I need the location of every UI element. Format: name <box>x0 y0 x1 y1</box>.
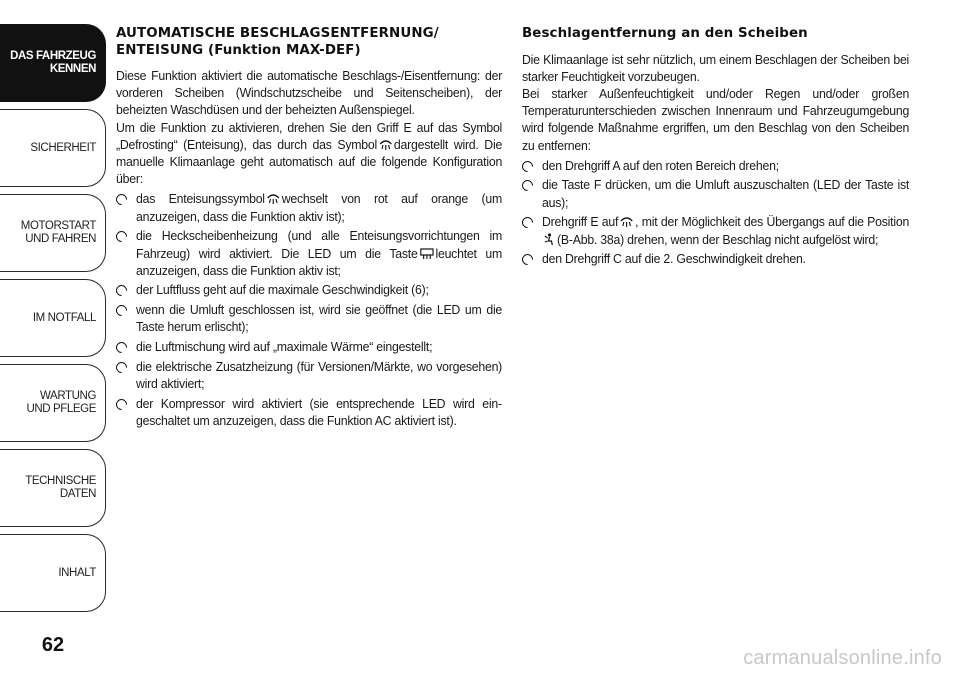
list-item <box>116 301 502 335</box>
tab-label: INHALT <box>58 566 96 579</box>
tab-im-notfall[interactable] <box>0 279 106 357</box>
list-item-text: die Taste F drücken, um die Umluft auszuschalten (LED der Taste ist aus); <box>542 177 910 210</box>
bullet-icon <box>114 303 130 319</box>
text-fragment: das Enteisungssymbol <box>136 191 265 207</box>
list-item-text: der Luftfluss geht auf die maximale Geschwindigkeit (6); <box>136 282 429 298</box>
bullet-icon <box>520 178 536 194</box>
section-heading: AUTOMATISCHE BESCHLAGSENTFERNUNG/ ENTEISUNG (Funktion MAX-DEF) <box>116 26 439 58</box>
tab-wartung-und-pflege[interactable] <box>0 364 106 442</box>
section-heading: Beschlagentfernung an den Scheiben <box>522 26 808 41</box>
bullet-icon <box>520 158 536 174</box>
text-fragment: Um die Funktion zu aktivieren, drehen Sie den Griff E auf das Symbol „Defrosting“ (Enteisung), das durch das Symbol <box>116 119 503 152</box>
air-flow-feet-windshield-icon <box>544 233 555 246</box>
watermark: carmanualsonline.info <box>743 647 942 669</box>
left-column <box>116 26 502 432</box>
text-fragment: , mit der Möglichkeit des Übergangs auf die Position <box>635 214 910 230</box>
intro-paragraph: Diese Funktion aktiviert die automatische Beschlags-/Eisentfernung: der vorderen Scheiben (Windschutzscheibe und Seitenscheiben), der beheizten Waschdüsen und der beheizten Außenspiegel. <box>116 68 503 118</box>
tab-label: WARTUNG UND PFLEGE <box>26 390 96 415</box>
tab-inhalt[interactable] <box>0 534 106 612</box>
tab-label: DAS FAHRZEUG KENNEN <box>10 50 96 75</box>
text-fragment: (B-Abb. 38a) drehen, wenn der Beschlag nicht aufgelöst wird; <box>557 231 879 247</box>
page-number: 62 <box>41 634 65 656</box>
list-item <box>116 190 502 224</box>
list-item <box>522 213 909 247</box>
bullet-icon <box>114 396 130 412</box>
list-item <box>116 281 502 298</box>
tab-sicherheit[interactable] <box>0 109 106 187</box>
bullet-icon <box>114 340 130 356</box>
defrost-front-icon <box>267 193 280 205</box>
defrost-front-icon <box>379 139 392 151</box>
list-item <box>116 227 502 279</box>
bullet-icon <box>114 229 130 245</box>
list-item-text: den Drehgriff A auf den roten Bereich drehen; <box>542 157 779 173</box>
list-item-text: die elektrische Zusatzheizung (für Versionen/Märkte, wo vorgesehen) wird aktiviert; <box>136 358 503 391</box>
tab-das-fahrzeug-kennen[interactable] <box>0 24 106 102</box>
defrost-front-icon <box>620 216 633 228</box>
tab-label: IM NOTFALL <box>32 311 96 324</box>
activation-paragraph <box>116 119 502 188</box>
tab-motorstart-und-fahren[interactable] <box>0 194 106 272</box>
list-item <box>522 250 909 267</box>
list-item <box>522 157 909 174</box>
right-column <box>522 26 909 270</box>
list-item-text: die Luftmischung wird auf „maximale Wärme“ eingestellt; <box>136 339 433 355</box>
list-item-text: der Kompressor wird aktiviert (sie entsprechende LED wird eingeschaltet um anzuzeigen, dass die Funktion AC aktiviert ist). <box>136 395 503 428</box>
list-item <box>116 358 502 392</box>
bullet-list <box>522 157 909 268</box>
text-fragment: Drehgriff E auf <box>542 214 619 230</box>
intro-paragraph: Die Klimaanlage ist sehr nützlich, um einem Beschlagen der Scheiben bei starker Feuchtigkeit vorzubeugen. <box>522 51 910 84</box>
tab-technische-daten[interactable] <box>0 449 106 527</box>
list-item-text: den Drehgriff C auf die 2. Geschwindigkeit drehen. <box>542 251 806 267</box>
bullet-icon <box>114 283 130 299</box>
list-item <box>522 176 909 210</box>
bullet-list <box>116 190 502 429</box>
text-fragment: die Heckscheibenheizung (und alle Enteisungsvorrichtungen im Fahrzeug) wird aktiviert. Die LED um die Taste <box>136 228 503 261</box>
text-fragment: wechselt von rot auf orange (um anzuzeigen, dass die Funktion aktiv ist); <box>136 191 503 224</box>
text-fragment: leuchtet um anzuzeigen, dass die Funktion aktiv ist; <box>136 245 503 278</box>
rear-defrost-icon <box>419 248 433 260</box>
list-item <box>116 395 502 429</box>
list-item-text: wenn die Umluft geschlossen ist, wird sie geöffnet (die LED um die Taste herum erlischt); <box>136 302 503 335</box>
tab-label: TECHNISCHE DATEN <box>25 475 96 500</box>
list-item <box>116 338 502 355</box>
text-fragment: dargestellt wird. Die manuelle Klimaanlage geht automatisch auf die folgende Konfiguration über: <box>116 136 503 187</box>
bullet-icon <box>114 359 130 375</box>
bullet-icon <box>114 192 130 208</box>
tab-label: SICHERHEIT <box>30 141 96 154</box>
bullet-icon <box>520 215 536 231</box>
procedure-paragraph: Bei starker Außenfeuchtigkeit und/oder Regen und/oder großen Temperaturunterschieden zwischen Innenraum und Fahrzeugumgebung wird folgende Maßnahme ergriffen, um den Beschlag von den Scheiben zu entfernen: <box>522 85 910 153</box>
bullet-icon <box>520 252 536 268</box>
chapter-tabs <box>0 24 106 619</box>
tab-label: MOTORSTART UND FAHREN <box>20 220 96 245</box>
